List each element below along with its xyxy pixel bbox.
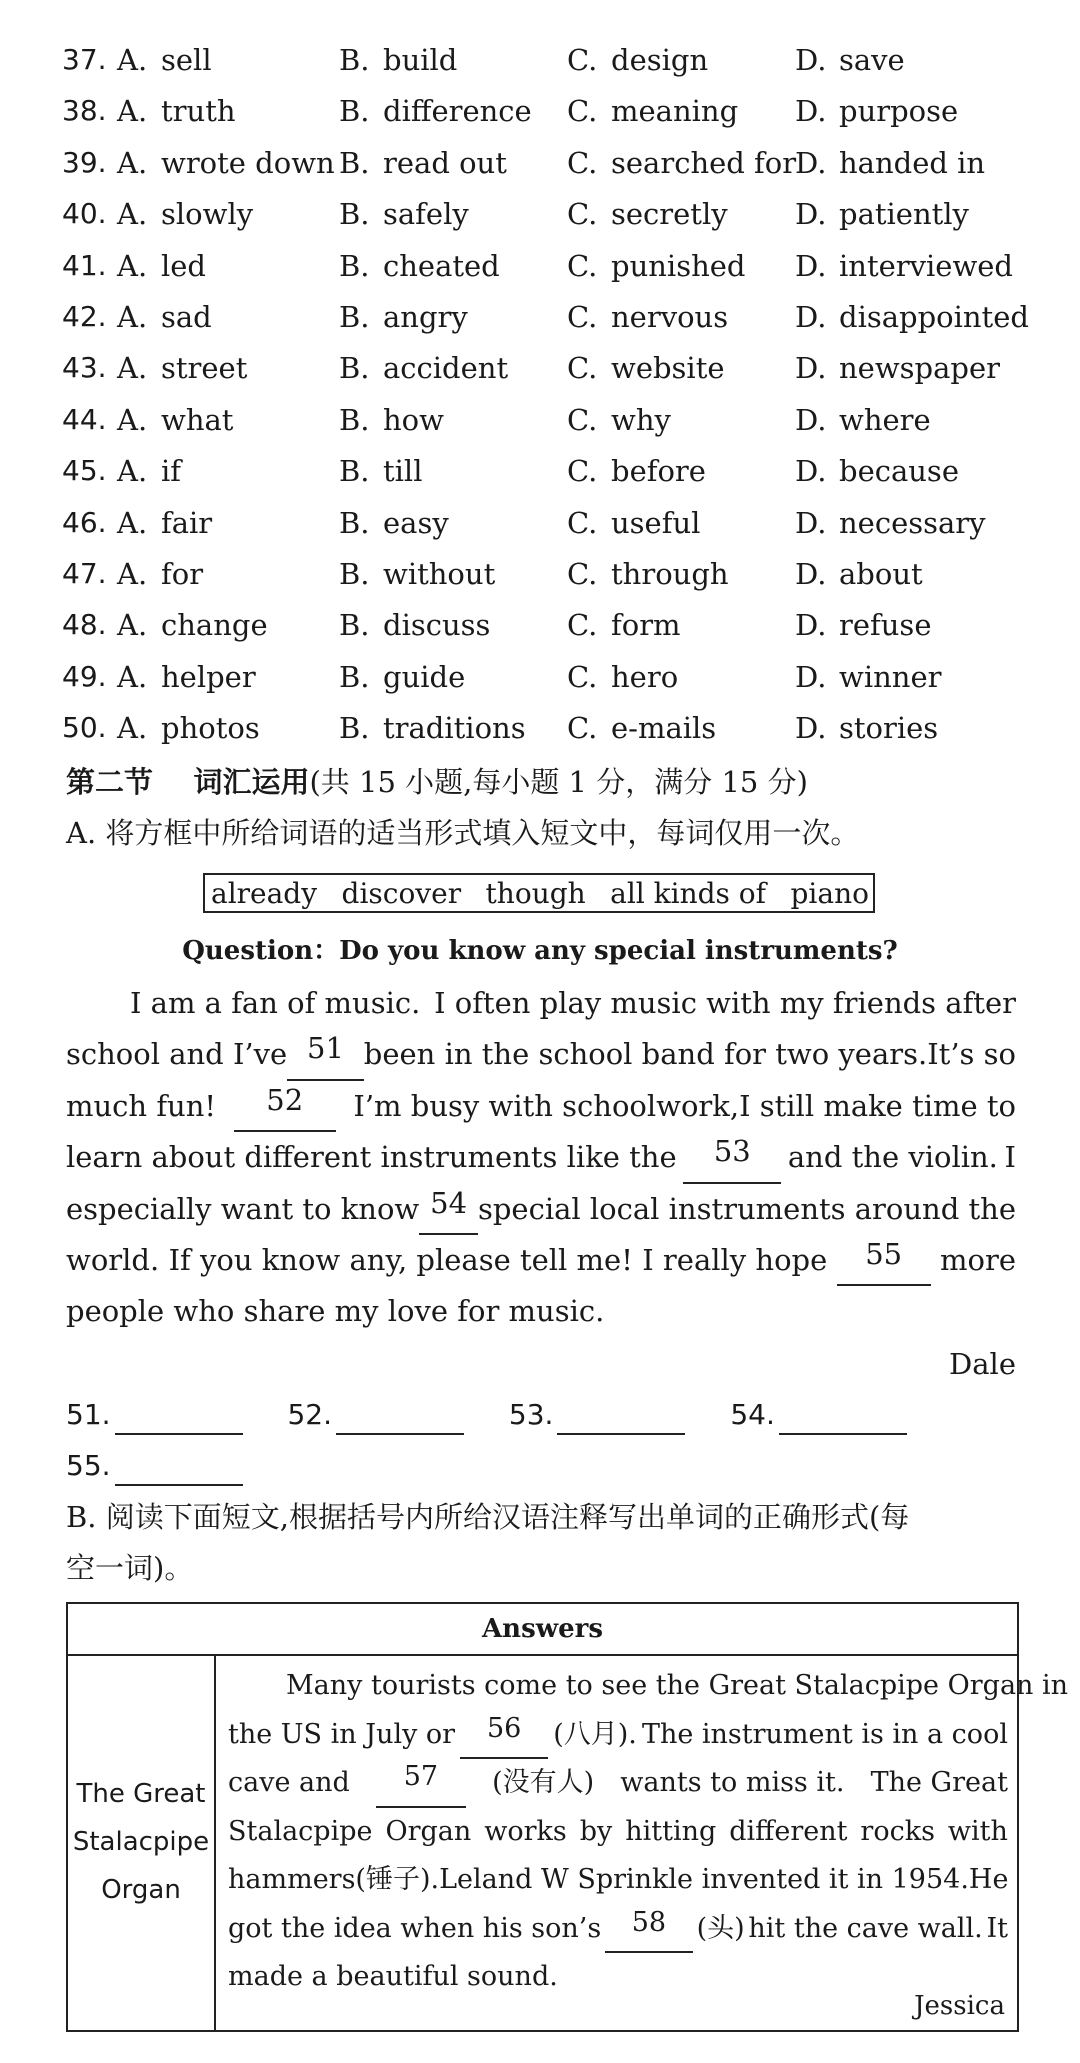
option-letter: C. <box>567 94 598 129</box>
blank-57[interactable]: 57 <box>376 1759 466 1808</box>
option-letter: B. <box>339 556 370 591</box>
question-number: 45. <box>62 454 107 488</box>
option-letter: D. <box>795 402 827 437</box>
option-letter: B. <box>339 608 370 643</box>
option-d[interactable] <box>795 194 969 234</box>
option-text: interviewed <box>839 248 1013 283</box>
option-letter: A. <box>117 402 148 437</box>
option-c[interactable] <box>567 605 681 645</box>
option-b[interactable] <box>339 91 532 131</box>
option-letter: B. <box>339 711 370 746</box>
option-text: about <box>839 556 923 591</box>
question-row <box>62 348 1022 399</box>
option-letter: D. <box>795 299 827 334</box>
option-text: e-mails <box>611 711 717 746</box>
answer-lines-row2 <box>66 1446 279 1486</box>
option-text: safely <box>383 197 469 232</box>
option-letter: B. <box>339 659 370 694</box>
option-c[interactable] <box>567 400 671 440</box>
option-text: angry <box>383 299 468 334</box>
option-letter: A. <box>117 711 148 746</box>
option-d[interactable] <box>795 348 1000 388</box>
word-box-item: piano <box>790 877 869 910</box>
option-d[interactable] <box>795 503 986 543</box>
option-letter: B. <box>339 94 370 129</box>
option-letter: D. <box>795 43 827 77</box>
option-c[interactable] <box>567 554 729 594</box>
option-a[interactable] <box>117 554 203 594</box>
option-c[interactable] <box>567 194 728 234</box>
blank-51[interactable]: 51 <box>287 1029 364 1080</box>
option-text: what <box>161 402 234 437</box>
option-d[interactable] <box>795 708 938 748</box>
table-text-line: cave and 57 (没有人) wants to miss it. The Great <box>228 1759 1008 1808</box>
question-number: 49. <box>62 659 107 693</box>
option-letter: D. <box>795 94 827 129</box>
option-text: fair <box>161 505 213 540</box>
option-text: meaning <box>611 94 739 129</box>
option-text: photos <box>161 711 260 746</box>
passage-line: people who share my love for music. <box>66 1294 605 1329</box>
table-text-line: Many tourists come to see the Great Stalacpipe Organ in <box>286 1670 1069 1701</box>
option-d[interactable] <box>795 91 958 131</box>
option-letter: A. <box>117 197 148 232</box>
option-text: punished <box>611 248 746 283</box>
option-letter: C. <box>567 351 598 386</box>
option-letter: D. <box>795 711 827 746</box>
question-row <box>62 40 1022 91</box>
option-c[interactable] <box>567 40 708 80</box>
question-row <box>62 91 1022 142</box>
option-text: build <box>383 43 458 77</box>
blank-56[interactable]: 56 <box>460 1711 548 1760</box>
option-letter: D. <box>795 248 827 283</box>
option-letter: C. <box>567 248 598 283</box>
option-c[interactable] <box>567 503 700 543</box>
question-number: 47. <box>62 556 107 590</box>
option-letter: B. <box>339 248 370 283</box>
option-text: form <box>611 608 681 643</box>
option-letter: A. <box>117 299 148 334</box>
table-text-line: hammers(锤子). Leland W Sprinkle invented it in 1954. He <box>228 1864 1009 1895</box>
option-text: how <box>383 402 444 437</box>
option-letter: A. <box>117 248 148 283</box>
blank-53[interactable]: 53 <box>683 1132 781 1183</box>
option-letter: B. <box>339 197 370 232</box>
option-b[interactable] <box>339 40 457 80</box>
option-text: easy <box>383 505 449 540</box>
option-letter: B. <box>339 505 370 540</box>
blank-55[interactable]: 55 <box>837 1235 931 1286</box>
option-a[interactable] <box>117 451 181 491</box>
passage-line: especially want to know 54 special local instruments around the <box>66 1184 1016 1235</box>
passage-line: world. If you know any, please tell me! I really hope 55 more <box>66 1235 1016 1286</box>
option-text: accident <box>383 351 509 386</box>
option-text: secretly <box>611 197 728 232</box>
option-text: stories <box>839 711 939 746</box>
option-letter: D. <box>795 351 827 386</box>
option-letter: D. <box>795 454 827 489</box>
question-row <box>62 503 1022 554</box>
option-text: refuse <box>839 608 932 643</box>
option-text: change <box>161 608 268 643</box>
section-subtitle: 词汇运用 <box>193 765 310 799</box>
section-title: 第二节 <box>66 765 154 799</box>
part-b-instruction-1: B. 阅读下面短文,根据括号内所给汉语注释写出单词的正确形式(每 <box>66 1500 910 1534</box>
option-text: for <box>161 556 204 591</box>
word-box-item: all kinds of <box>610 877 767 910</box>
option-b[interactable] <box>339 246 500 286</box>
option-a[interactable] <box>117 40 212 80</box>
option-c[interactable] <box>567 297 728 337</box>
part-b-instruction-2: 空一词)。 <box>66 1551 194 1585</box>
option-letter: C. <box>567 608 598 643</box>
signature-dale: Dale <box>949 1347 1016 1381</box>
option-a[interactable] <box>117 348 247 388</box>
option-text: because <box>839 454 959 489</box>
option-text: where <box>839 402 931 437</box>
option-letter: D. <box>795 505 827 540</box>
table-left-cell: The Great Stalacpipe Organ <box>68 1654 216 2030</box>
option-letter: C. <box>567 43 598 77</box>
option-d[interactable] <box>795 657 941 697</box>
option-text: till <box>383 454 423 489</box>
option-a[interactable] <box>117 194 253 234</box>
table-text-line: Stalacpipe Organ works by hitting different rocks with <box>228 1815 1008 1847</box>
answer-slot[interactable]: 55. <box>66 1446 243 1486</box>
option-text: handed in <box>839 145 986 180</box>
blank-58[interactable]: 58 <box>605 1905 693 1954</box>
answer-slot[interactable]: 54. <box>730 1395 907 1435</box>
option-text: purpose <box>839 94 959 129</box>
blank-52[interactable]: 52 <box>234 1081 336 1132</box>
option-c[interactable] <box>567 451 706 491</box>
option-letter: A. <box>117 454 148 489</box>
question-row <box>62 400 1022 451</box>
option-text: website <box>611 351 725 386</box>
option-d[interactable] <box>795 40 905 80</box>
option-d[interactable] <box>795 451 959 491</box>
option-a[interactable] <box>117 503 212 543</box>
question-row <box>62 194 1022 245</box>
word-box-item: though <box>485 877 586 910</box>
option-text: wrote down <box>161 145 335 180</box>
option-text: cheated <box>383 248 500 283</box>
option-letter: C. <box>567 402 598 437</box>
question-row <box>62 605 1022 656</box>
option-letter: B. <box>339 454 370 489</box>
option-b[interactable] <box>339 348 508 388</box>
option-b[interactable] <box>339 605 490 645</box>
option-text: through <box>611 556 729 591</box>
option-letter: C. <box>567 505 598 540</box>
option-letter: C. <box>567 659 598 694</box>
option-text: winner <box>839 659 942 694</box>
option-a[interactable] <box>117 297 212 337</box>
option-letter: A. <box>117 351 148 386</box>
option-text: read out <box>383 145 507 180</box>
option-letter: C. <box>567 145 598 180</box>
option-text: useful <box>611 505 701 540</box>
option-text: slowly <box>161 197 254 232</box>
option-letter: B. <box>339 43 370 77</box>
option-b[interactable] <box>339 503 449 543</box>
option-d[interactable] <box>795 246 1013 286</box>
option-c[interactable] <box>567 143 796 183</box>
option-letter: A. <box>117 94 148 129</box>
option-letter: D. <box>795 197 827 232</box>
option-a[interactable] <box>117 400 233 440</box>
option-a[interactable] <box>117 708 260 748</box>
signature-jessica: Jessica <box>914 1991 1005 2021</box>
option-b[interactable] <box>339 143 507 183</box>
option-text: street <box>161 351 248 386</box>
option-text: helper <box>161 659 256 694</box>
question-number: 39. <box>62 145 107 179</box>
question-title: Question：Do you know any special instruments? <box>182 936 898 966</box>
word-box-item: already <box>211 877 318 910</box>
option-c[interactable] <box>567 348 725 388</box>
question-number: 42. <box>62 299 107 333</box>
option-text: guide <box>383 659 466 694</box>
option-text: without <box>383 556 496 591</box>
option-text: disappointed <box>839 299 1029 334</box>
question-number: 41. <box>62 248 107 282</box>
option-text: discuss <box>383 608 491 643</box>
question-number: 43. <box>62 351 107 385</box>
answers-table <box>66 1602 1069 2032</box>
option-text: necessary <box>839 505 986 540</box>
option-letter: B. <box>339 299 370 334</box>
option-letter: A. <box>117 505 148 540</box>
passage-line: much fun! 52 I’m busy with schoolwork,I still make time to <box>66 1081 1016 1132</box>
option-c[interactable] <box>567 657 678 697</box>
option-letter: B. <box>339 145 370 180</box>
question-row <box>62 657 1022 708</box>
option-b[interactable] <box>339 657 465 697</box>
option-letter: A. <box>117 659 148 694</box>
option-text: led <box>161 248 207 283</box>
passage-line: school and I’ve 51 been in the school band for two years. It’s so <box>66 1029 1016 1080</box>
question-row <box>62 708 1022 759</box>
question-row <box>62 246 1022 297</box>
option-letter: D. <box>795 556 827 591</box>
answer-slot[interactable]: 53. <box>509 1395 686 1435</box>
option-d[interactable] <box>795 400 931 440</box>
table-text-line: the US in July or 56 (八月). The instrument is in a cool <box>228 1711 1008 1760</box>
option-text: sad <box>161 299 212 334</box>
option-a[interactable] <box>117 143 335 183</box>
question-number: 37. <box>62 43 107 76</box>
option-d[interactable] <box>795 297 1029 337</box>
options-list <box>62 40 1029 759</box>
option-letter: C. <box>567 711 598 746</box>
answer-lines-row1 <box>66 1395 943 1435</box>
option-letter: B. <box>339 402 370 437</box>
question-number: 46. <box>62 505 107 539</box>
option-a[interactable] <box>117 91 236 131</box>
option-letter: A. <box>117 145 148 180</box>
option-text: difference <box>383 94 532 129</box>
table-header: Answers <box>68 1604 1017 1656</box>
option-c[interactable] <box>567 708 716 748</box>
option-text: hero <box>611 659 679 694</box>
option-letter: C. <box>567 197 598 232</box>
question-row <box>62 554 1022 605</box>
option-text: design <box>611 43 709 77</box>
word-box <box>203 873 875 913</box>
option-letter: C. <box>567 299 598 334</box>
option-c[interactable] <box>567 91 738 131</box>
table-right-cell <box>228 1662 1069 2002</box>
option-text: truth <box>161 94 236 129</box>
question-number: 38. <box>62 94 107 128</box>
option-letter: D. <box>795 145 827 180</box>
option-c[interactable] <box>567 246 745 286</box>
answer-slot[interactable]: 52. <box>287 1395 464 1435</box>
table-text-line: made a beautiful sound. <box>228 1961 558 1992</box>
option-b[interactable] <box>339 194 469 234</box>
option-d[interactable] <box>795 554 923 594</box>
blank-54[interactable]: 54 <box>419 1184 478 1235</box>
option-letter: C. <box>567 454 598 489</box>
passage <box>66 978 1016 1338</box>
option-text: traditions <box>383 711 526 746</box>
answer-slot[interactable]: 51. <box>66 1395 243 1435</box>
option-text: sell <box>161 43 212 77</box>
option-letter: D. <box>795 608 827 643</box>
option-letter: C. <box>567 556 598 591</box>
option-letter: B. <box>339 351 370 386</box>
option-letter: A. <box>117 608 148 643</box>
question-row <box>62 143 1022 194</box>
option-a[interactable] <box>117 657 256 697</box>
option-d[interactable] <box>795 605 931 645</box>
section-heading <box>66 762 808 802</box>
option-d[interactable] <box>795 143 985 183</box>
option-text: if <box>161 454 182 489</box>
passage-line: learn about different instruments like the 53 and the violin. I <box>66 1132 1016 1183</box>
option-text: newspaper <box>839 351 1000 386</box>
part-a-instruction: A. 将方框中所给词语的适当形式填入短文中，每词仅用一次。 <box>66 816 860 850</box>
question-number: 48. <box>62 608 107 642</box>
option-letter: A. <box>117 556 148 591</box>
question-number: 50. <box>62 711 107 745</box>
option-text: nervous <box>611 299 729 334</box>
option-a[interactable] <box>117 605 268 645</box>
section-note: (共 15 小题,每小题 1 分，满分 15 分) <box>309 765 808 799</box>
question-row <box>62 297 1029 348</box>
word-box-item: discover <box>341 877 462 910</box>
question-row <box>62 451 1022 502</box>
option-text: searched for <box>611 145 797 180</box>
option-b[interactable] <box>339 400 444 440</box>
option-b[interactable] <box>339 297 468 337</box>
option-b[interactable] <box>339 708 526 748</box>
table-text-line: got the idea when his son’s 58 (头) hit the cave wall. It <box>228 1905 1008 1954</box>
option-text: why <box>611 402 671 437</box>
option-text: patiently <box>839 197 969 232</box>
passage-line: I am a fan of music. I often play music with my friends after <box>130 986 1016 1020</box>
option-b[interactable] <box>339 554 495 594</box>
option-b[interactable] <box>339 451 422 491</box>
question-number: 40. <box>62 197 107 231</box>
option-text: save <box>839 43 905 77</box>
question-number: 44. <box>62 402 107 436</box>
option-a[interactable] <box>117 246 206 286</box>
option-letter: A. <box>117 43 148 77</box>
option-letter: D. <box>795 659 827 694</box>
option-text: before <box>611 454 706 489</box>
